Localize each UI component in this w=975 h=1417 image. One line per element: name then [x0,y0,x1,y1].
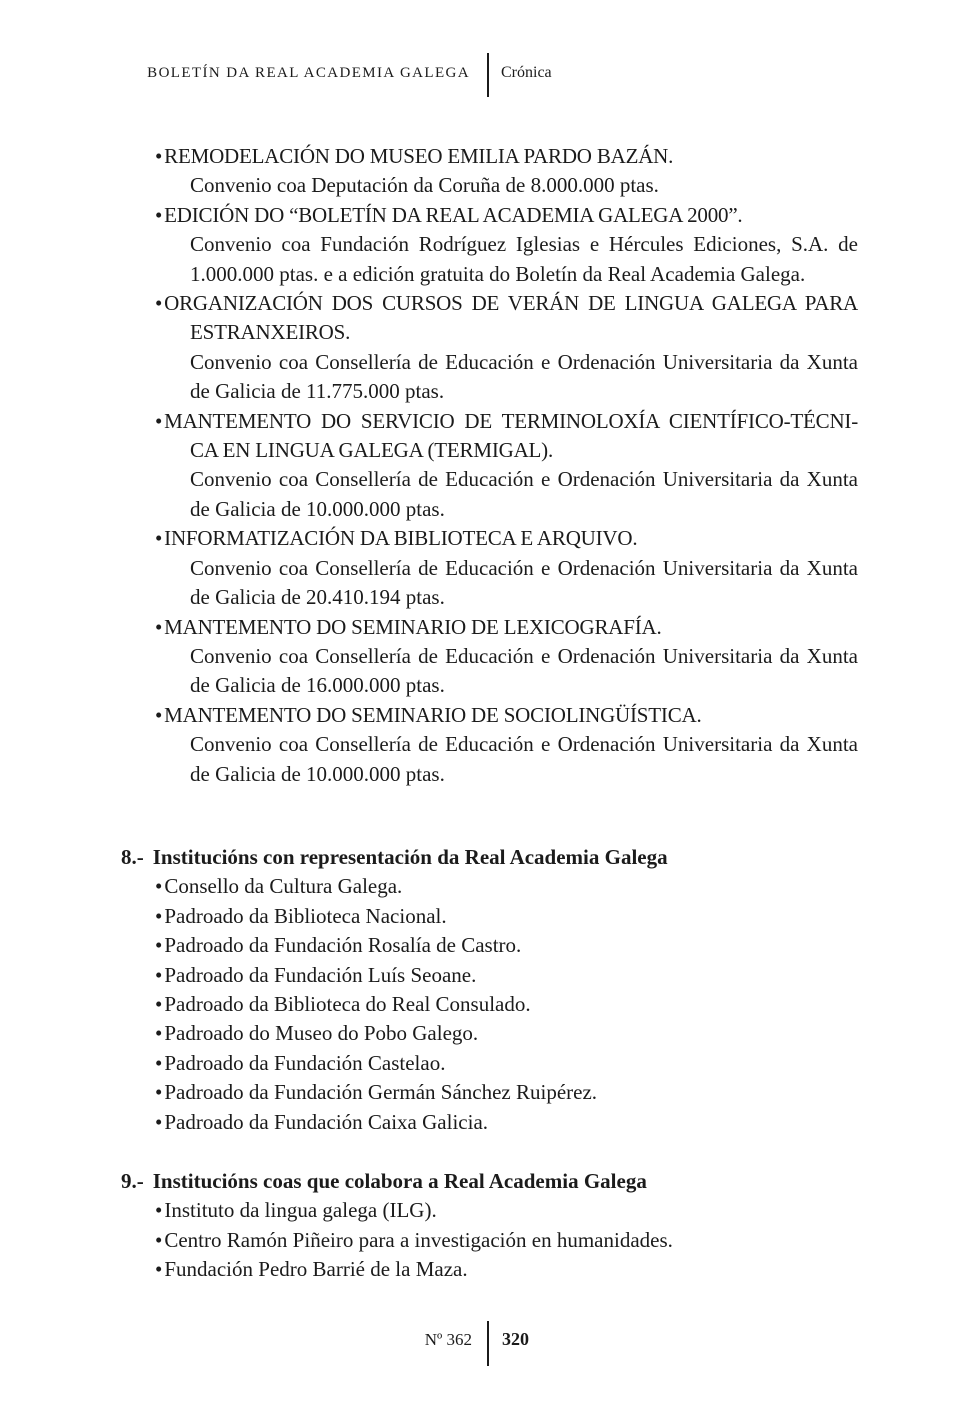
list-item [155,961,858,990]
section-heading-text: Institucións coas que colabora a Real Academia Galega [152,1169,647,1193]
bullet-icon: • [155,903,163,928]
bullet-icon: • [155,1021,163,1046]
agreement-item [155,613,858,701]
agreement-detail-line: de Galicia de 10.000.000 ptas. [190,761,445,786]
list-item [155,1108,858,1137]
agreement-title-text: EDICIÓN DO “BOLETÍN DA REAL ACADEMIA GALEGA 2000”. [164,202,743,227]
header-divider-rule [487,53,489,97]
list-item-text: Instituto da lingua galega (ILG). [164,1198,437,1223]
bullet-icon: • [155,1257,163,1282]
list-item-text: Padroado da Fundación Castelao. [164,1050,446,1075]
list-item-text: Consello da Cultura Galega. [164,874,403,899]
agreement-title-line: CA EN LINGUA GALEGA (TERMIGAL). [190,438,554,463]
agreement-item [155,289,858,407]
agreement-detail-line: de Galicia de 20.410.194 ptas. [190,585,445,610]
section-item-list [155,1196,858,1284]
bullet-icon: • [155,526,163,551]
bullet-icon: • [155,1227,163,1252]
bullet-icon: • [155,962,163,987]
agreement-title-text: ORGANIZACIÓN DOS CURSOS DE VERÁN DE LINGUA GALEGA PARA [164,291,858,316]
list-item [155,931,858,960]
list-item [155,990,858,1019]
list-item [155,1196,858,1225]
agreement-title-line: ESTRANXEIROS. [190,320,351,345]
bullet-icon: • [155,202,163,227]
page-content [121,142,858,1285]
agreement-detail-line: Convenio coa Consellería de Educación e Ordenación Universitaria da Xunta [190,732,858,757]
bullet-icon: • [155,408,163,433]
list-item [155,1078,858,1107]
agreement-item [155,407,858,525]
bullet-icon: • [155,874,163,899]
agreement-item [155,701,858,789]
bullet-icon: • [155,144,163,168]
agreement-title-line [155,201,858,230]
agreement-detail-line: 1.000.000 ptas. e a edición gratuita do Boletín da Real Academia Galega. [190,261,806,286]
journal-title: BOLETÍN DA REAL ACADEMIA GALEGA [147,65,470,81]
list-item [155,1049,858,1078]
agreement-title-line [155,289,858,318]
numbered-section [121,843,858,1137]
agreement-detail-line: Convenio coa Deputación da Coruña de 8.000.000 ptas. [190,173,659,198]
list-item [155,1019,858,1048]
section-item-list [155,872,858,1137]
agreement-title-text: MANTEMENTO DO SEMINARIO DE SOCIOLINGÜÍSTICA. [164,702,702,727]
footer-divider-rule [487,1321,489,1366]
agreement-title-line [155,142,858,171]
section-number: 8.- [121,844,144,869]
bullet-icon: • [155,1109,163,1134]
issue-number: Nº 362 [424,1330,472,1349]
list-item [155,1226,858,1255]
agreements-list [155,142,858,789]
section-heading [121,1167,858,1196]
numbered-section [121,1167,858,1285]
list-item-text: Padroado da Biblioteca do Real Consulado. [164,991,531,1016]
bullet-icon: • [155,933,163,958]
list-item-text: Padroado da Fundación Luís Seoane. [164,962,477,987]
agreement-detail-line: de Galicia de 11.775.000 ptas. [190,379,445,404]
agreement-title-line [155,524,858,553]
bullet-icon: • [155,1050,163,1075]
bullet-icon: • [155,702,163,727]
agreement-title-line [155,701,858,730]
list-item-text: Padroado da Fundación Caixa Galicia. [164,1109,489,1134]
agreement-detail-line: Convenio coa Consellería de Educación e Ordenación Universitaria da Xunta [190,643,858,668]
page-number: 320 [502,1329,529,1349]
agreement-detail-line: Convenio coa Consellería de Educación e Ordenación Universitaria da Xunta [190,467,858,492]
list-item-text: Padroado do Museo do Pobo Galego. [164,1021,479,1046]
agreement-item [155,524,858,612]
bullet-icon: • [155,991,163,1016]
agreement-item [155,201,858,289]
institutions-sections [121,843,858,1285]
list-item-text: Centro Ramón Piñeiro para a investigación en humanidades. [164,1227,673,1252]
bullet-icon: • [155,1080,163,1105]
agreement-detail-line: Convenio coa Consellería de Educación e Ordenación Universitaria da Xunta [190,349,858,374]
chapter-label: Crónica [501,64,552,81]
list-item-text: Padroado da Fundación Germán Sánchez Ruipérez. [164,1080,598,1105]
agreement-title-text: INFORMATIZACIÓN DA BIBLIOTECA E ARQUIVO. [164,526,638,551]
bullet-icon: • [155,614,163,639]
bullet-icon: • [155,291,163,316]
list-item [155,1255,858,1284]
list-item [155,902,858,931]
list-item-text: Padroado da Biblioteca Nacional. [164,903,447,928]
list-item-text: Fundación Pedro Barrié de la Maza. [164,1257,468,1282]
agreement-item [155,142,858,201]
agreement-title-text: MANTEMENTO DO SEMINARIO DE LEXICOGRAFÍA. [164,614,662,639]
agreement-detail-line: de Galicia de 10.000.000 ptas. [190,496,445,521]
section-number: 9.- [121,1169,144,1193]
bullet-icon: • [155,1198,163,1223]
section-heading-text: Institucións con representación da Real Academia Galega [152,844,668,869]
agreement-detail-line: Convenio coa Fundación Rodríguez Iglesias e Hércules Ediciones, S.A. de [190,232,858,257]
agreement-detail-line: Convenio coa Consellería de Educación e Ordenación Universitaria da Xunta [190,555,858,580]
list-item [155,872,858,901]
agreement-detail-line: de Galicia de 16.000.000 ptas. [190,673,445,698]
list-item-text: Padroado da Fundación Rosalía de Castro. [164,933,522,958]
agreement-title-line [155,613,858,642]
section-heading [121,843,858,872]
agreement-title-text: MANTEMENTO DO SERVICIO DE TERMINOLOXÍA CIENTÍFICO-TÉCNI- [164,408,858,433]
agreement-title-line [155,407,858,436]
agreement-title-text: REMODELACIÓN DO MUSEO EMILIA PARDO BAZÁN. [164,144,674,168]
